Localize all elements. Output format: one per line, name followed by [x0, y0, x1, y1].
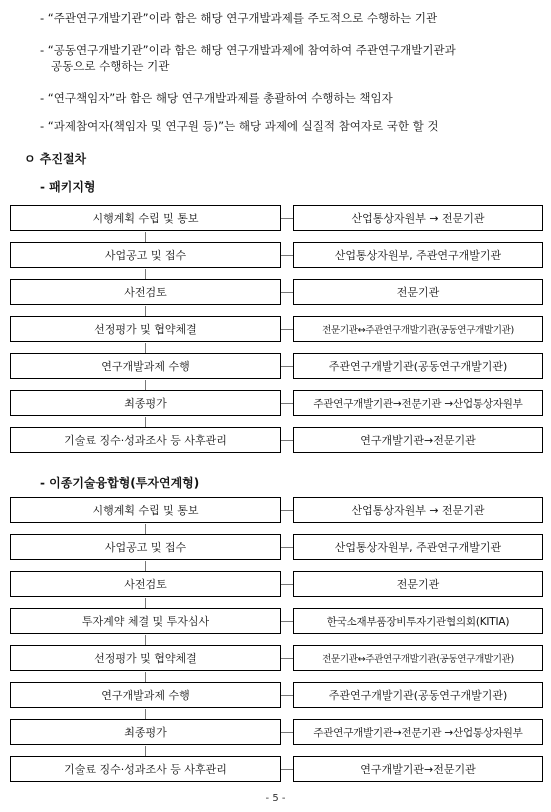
flow-link-line [145, 598, 146, 608]
definition-item [40, 118, 439, 134]
agency-box: 전문기관↔주관연구개발기관(공동연구개발기관) [293, 645, 543, 671]
flow-link-line [145, 343, 146, 353]
agency-box: 연구개발기관→전문기관 [293, 756, 543, 782]
agency-box: 주관연구개발기관→전문기관 →산업통상자원부 [293, 719, 543, 745]
connector-line [281, 255, 293, 256]
connector-line [281, 769, 293, 770]
flow-link-line [145, 672, 146, 682]
flow-link-line [145, 417, 146, 427]
step-box: 사업공고 및 접수 [10, 242, 281, 268]
step-box: 투자계약 체결 및 투자심사 [10, 608, 281, 634]
flow-step-row [10, 534, 540, 562]
section-heading: ㅇ 추진절차 [24, 152, 87, 166]
definition-text: - “공동연구개발기관”이라 함은 해당 연구개발과제에 참여하여 주관연구개발기관과 [40, 43, 456, 57]
agency-box: 전문기관 [293, 571, 543, 597]
flow-link-line [145, 561, 146, 571]
flow-link-line [145, 524, 146, 534]
step-box: 기술료 징수·성과조사 등 사후관리 [10, 427, 281, 453]
flow-step-row [10, 645, 540, 673]
flow-link-line [145, 746, 146, 756]
connector-line [281, 732, 293, 733]
page-number: - 5 - [265, 793, 286, 804]
flow-step-row [10, 205, 540, 233]
flow-title: - 패키지형 [40, 180, 96, 194]
connector-line [281, 621, 293, 622]
agency-box: 전문기관 [293, 279, 543, 305]
step-box: 연구개발과제 수행 [10, 353, 281, 379]
connector-line [281, 292, 293, 293]
agency-box: 한국소재부품장비투자기관협의회(KITIA) [293, 608, 543, 634]
connector-line [281, 366, 293, 367]
flow-step-row [10, 497, 540, 525]
agency-box: 연구개발기관→전문기관 [293, 427, 543, 453]
flow-link-line [145, 232, 146, 242]
definition-text-continued: 공동으로 수행하는 기관 [51, 59, 170, 73]
connector-line [281, 584, 293, 585]
agency-box: 주관연구개발기관(공동연구개발기관) [293, 682, 543, 708]
flow-link-line [145, 635, 146, 645]
agency-box: 산업통상자원부, 주관연구개발기관 [293, 242, 543, 268]
step-box: 시행계획 수립 및 통보 [10, 205, 281, 231]
definition-item [40, 42, 456, 74]
flow-step-row [10, 427, 540, 455]
connector-line [281, 695, 293, 696]
step-box: 선정평가 및 협약체결 [10, 645, 281, 671]
step-box: 최종평가 [10, 719, 281, 745]
step-box: 연구개발과제 수행 [10, 682, 281, 708]
definition-text: - “과제참여자(책임자 및 연구원 등)”는 해당 과제에 실질적 참여자로 국한 할 것 [40, 119, 439, 133]
agency-box: 산업통상자원부 → 전문기관 [293, 497, 543, 523]
flow-step-row [10, 242, 540, 270]
connector-line [281, 547, 293, 548]
flow-step-row [10, 390, 540, 418]
flow-title: - 이종기술융합형(투자연계형) [40, 476, 200, 490]
definition-item [40, 90, 393, 106]
agency-box: 산업통상자원부 → 전문기관 [293, 205, 543, 231]
connector-line [281, 510, 293, 511]
step-box: 선정평가 및 협약체결 [10, 316, 281, 342]
definition-text: - “연구책임자”라 함은 해당 연구개발과제를 총괄하여 수행하는 책임자 [40, 91, 393, 105]
flow-step-row [10, 316, 540, 344]
process-flow-package [10, 205, 540, 464]
flow-step-row [10, 719, 540, 747]
connector-line [281, 329, 293, 330]
flow-step-row [10, 756, 540, 784]
flow-link-line [145, 269, 146, 279]
definition-text: - “주관연구개발기관”이라 함은 해당 연구개발과제를 주도적으로 수행하는 기관 [40, 11, 438, 25]
connector-line [281, 440, 293, 441]
flow-step-row [10, 353, 540, 381]
step-box: 사업공고 및 접수 [10, 534, 281, 560]
flow-link-line [145, 380, 146, 390]
process-flow-convergence [10, 497, 540, 793]
connector-line [281, 403, 293, 404]
connector-line [281, 658, 293, 659]
step-box: 사전검토 [10, 571, 281, 597]
step-box: 사전검토 [10, 279, 281, 305]
agency-box: 주관연구개발기관→전문기관 →산업통상자원부 [293, 390, 543, 416]
agency-box: 주관연구개발기관(공동연구개발기관) [293, 353, 543, 379]
step-box: 최종평가 [10, 390, 281, 416]
agency-box: 전문기관↔주관연구개발기관(공동연구개발기관) [293, 316, 543, 342]
flow-step-row [10, 571, 540, 599]
step-box: 기술료 징수·성과조사 등 사후관리 [10, 756, 281, 782]
flow-step-row [10, 682, 540, 710]
flow-step-row [10, 279, 540, 307]
agency-box: 산업통상자원부, 주관연구개발기관 [293, 534, 543, 560]
flow-link-line [145, 709, 146, 719]
connector-line [281, 218, 293, 219]
step-box: 시행계획 수립 및 통보 [10, 497, 281, 523]
flow-link-line [145, 306, 146, 316]
flow-step-row [10, 608, 540, 636]
definition-item [40, 10, 437, 26]
